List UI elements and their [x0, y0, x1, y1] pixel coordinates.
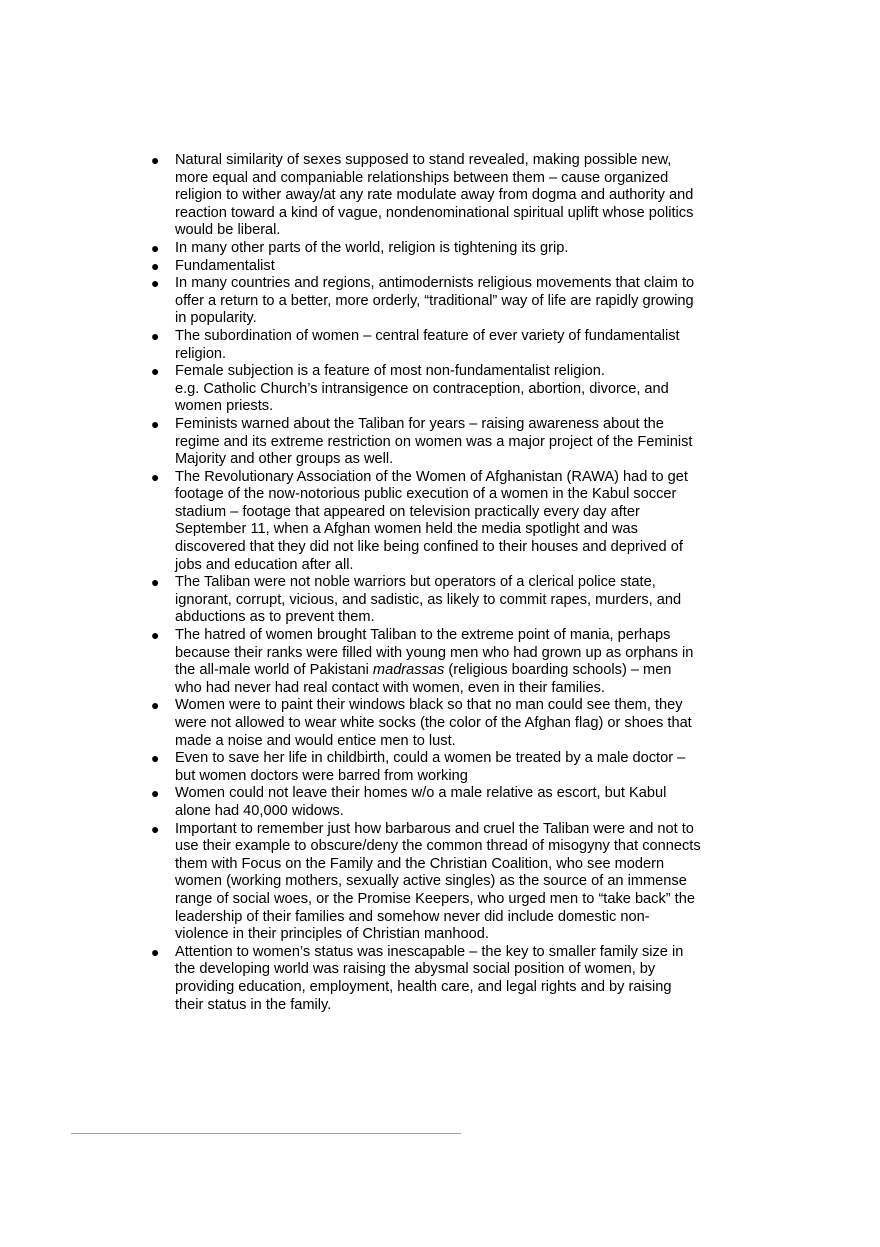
list-item-line: made a noise and would entice men to lust. — [175, 732, 456, 749]
list-item-line: Even to save her life in childbirth, could a women be treated by a male doctor – — [175, 750, 686, 767]
list-item — [149, 697, 734, 750]
list-item-line: in popularity. — [175, 310, 257, 327]
bullet-dot-icon: ● — [151, 363, 160, 380]
list-item-line: Women were to paint their windows black so that no man could see them, they — [175, 697, 683, 714]
list-item-line: regime and its extreme restriction on women was a major project of the Feminist — [175, 433, 693, 450]
list-item-line: Important to remember just how barbarous and cruel the Taliban were and not to — [175, 820, 694, 837]
list-item — [149, 821, 734, 944]
list-item-line: footage of the now-notorious public execution of a women in the Kabul soccer — [175, 486, 677, 503]
list-item — [149, 785, 734, 820]
list-item-line: them with Focus on the Family and the Christian Coalition, who see modern — [175, 855, 665, 872]
list-item — [149, 574, 734, 627]
bullet-dot-icon: ● — [151, 697, 160, 714]
italic-term: madrassas — [372, 662, 445, 679]
bullet-dot-icon: ● — [151, 785, 160, 802]
list-item-line: who had never had real contact with women, even in their families. — [175, 679, 605, 696]
list-item — [149, 627, 734, 697]
bullet-dot-icon: ● — [151, 415, 160, 432]
bullet-dot-icon: ● — [151, 750, 160, 767]
list-item-line: The Revolutionary Association of the Women of Afghanistan (RAWA) had to get — [175, 468, 688, 485]
list-item-line: The hatred of women brought Taliban to the extreme point of mania, perhaps — [175, 627, 671, 644]
list-item-line: Majority and other groups as well. — [175, 451, 394, 468]
list-item — [149, 416, 734, 469]
list-item-line: ignorant, corrupt, vicious, and sadistic, as likely to commit rapes, murders, and — [175, 591, 682, 608]
list-item-line: Feminists warned about the Taliban for years – raising awareness about the — [175, 415, 664, 432]
bullet-dot-icon: ● — [151, 943, 160, 960]
list-item — [149, 944, 734, 1014]
list-item-line: offer a return to a better, more orderly, “traditional” way of life are rapidly growing — [175, 292, 694, 309]
list-item — [149, 328, 734, 363]
list-item-line: September 11, when a Afghan women held the media spotlight and was — [175, 521, 638, 538]
list-item — [149, 152, 734, 240]
list-item-line: discovered that they did not like being confined to their houses and deprived of — [175, 539, 683, 556]
list-item-line: Women could not leave their homes w/o a male relative as escort, but Kabul — [175, 785, 667, 802]
list-item-line — [175, 662, 734, 680]
bullet-dot-icon: ● — [151, 468, 160, 485]
list-item — [149, 240, 734, 258]
list-item-line: use their example to obscure/deny the common thread of misogyny that connects — [175, 838, 701, 855]
list-item-line: would be liberal. — [175, 222, 281, 239]
bullet-dot-icon: ● — [151, 327, 160, 344]
list-item — [149, 258, 734, 276]
list-item-line: Female subjection is a feature of most non-fundamentalist religion. — [175, 363, 605, 380]
list-item-line: The subordination of women – central feature of ever variety of fundamentalist — [175, 327, 680, 344]
list-item-line: reaction toward a kind of vague, nondenominational spiritual uplift whose politics — [175, 204, 694, 221]
bullet-list — [149, 152, 734, 1014]
list-item — [149, 469, 734, 575]
list-item-line: providing education, employment, health care, and legal rights and by raising — [175, 978, 672, 995]
list-item — [149, 363, 734, 416]
list-item-line: stadium – footage that appeared on television practically every day after — [175, 503, 640, 520]
bullet-dot-icon: ● — [151, 239, 160, 256]
list-item-line: because their ranks were filled with young men who had grown up as orphans in — [175, 644, 694, 661]
list-item-line: The Taliban were not noble warriors but operators of a clerical police state, — [175, 574, 656, 591]
line-text: the all-male world of Pakistani — [175, 662, 373, 679]
bullet-dot-icon: ● — [151, 820, 160, 837]
list-item-line: leadership of their families and somehow never did include domestic non- — [175, 908, 650, 925]
bullet-dot-icon: ● — [151, 257, 160, 274]
list-item — [149, 275, 734, 328]
list-item-line: women (working mothers, sexually active singles) as the source of an immense — [175, 873, 687, 890]
bullet-dot-icon: ● — [151, 574, 160, 591]
bullet-dot-icon: ● — [151, 152, 160, 168]
bullet-dot-icon: ● — [151, 627, 160, 644]
list-item-line: the developing world was raising the abysmal social position of women, by — [175, 961, 656, 978]
list-item-line: Attention to women’s status was inescapable – the key to smaller family size in — [175, 943, 684, 960]
list-item-line: range of social woes, or the Promise Keepers, who urged men to “take back” the — [175, 890, 695, 907]
footnote-separator — [71, 1133, 461, 1134]
line-text: (religious boarding schools) – men — [444, 662, 672, 679]
list-item-line: violence in their principles of Christian manhood. — [175, 926, 489, 943]
list-item-line: religion to wither away/at any rate modulate away from dogma and authority and — [175, 187, 694, 204]
list-item-line: but women doctors were barred from working — [175, 767, 468, 784]
list-item-line: their status in the family. — [175, 996, 332, 1013]
list-item-line: In many other parts of the world, religion is tightening its grip. — [175, 239, 569, 256]
list-item-line: religion. — [175, 345, 227, 362]
bullet-dot-icon: ● — [151, 275, 160, 292]
list-item-line: In many countries and regions, antimodernists religious movements that claim to — [175, 275, 695, 292]
list-item-line: alone had 40,000 widows. — [175, 802, 344, 819]
list-item-line: e.g. Catholic Church’s intransigence on contraception, abortion, divorce, and — [175, 380, 669, 397]
list-item-line: jobs and education after all. — [175, 556, 354, 573]
list-item — [149, 750, 734, 785]
list-item-line: women priests. — [175, 398, 274, 415]
list-item-line: Natural similarity of sexes supposed to stand revealed, making possible new, — [175, 152, 672, 168]
list-item-line: abductions as to prevent them. — [175, 609, 375, 626]
list-item-line: more equal and companiable relationships between them – cause organized — [175, 169, 669, 186]
list-item-line: Fundamentalist — [175, 257, 275, 274]
list-item-line: were not allowed to wear white socks (the color of the Afghan flag) or shoes that — [175, 715, 692, 731]
